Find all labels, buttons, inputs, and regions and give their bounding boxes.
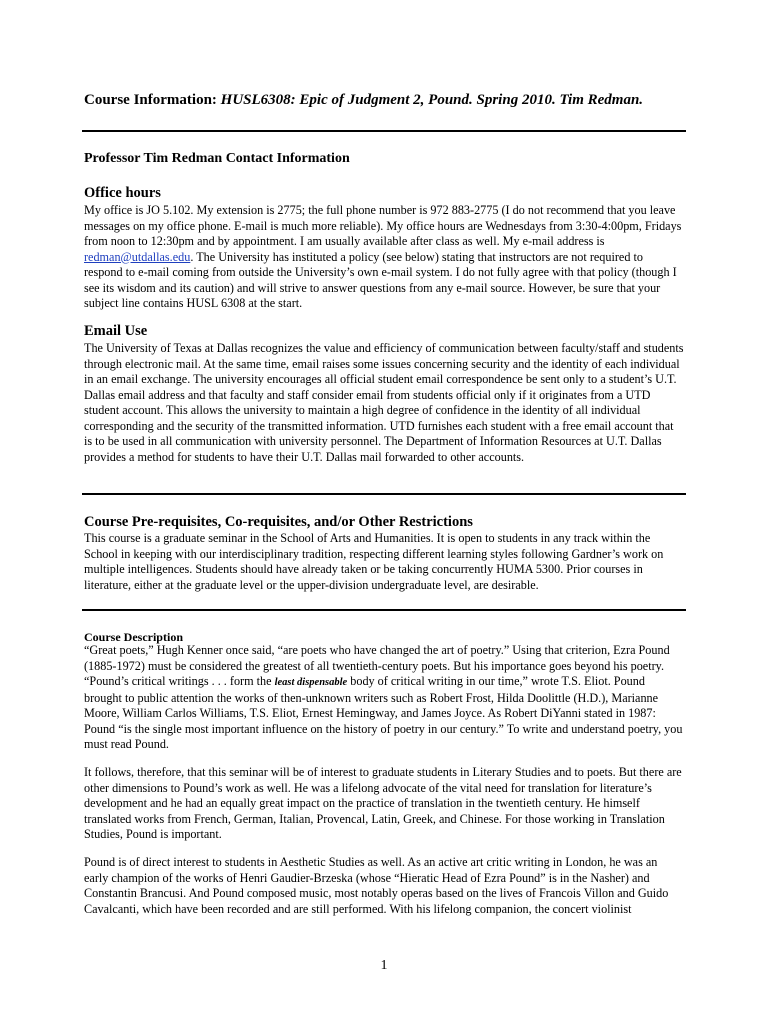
least-dispensable-emphasis: least dispensable [274,677,348,688]
email-use-heading: Email Use [84,323,148,339]
page-number: 1 [380,958,388,973]
course-description-paragraph-2: It follows, therefore, that this seminar will be of interest to graduate students in Literary Studies and to poets. But there are other dimensions to Pound’s work as well. He was a lifelong advocate of the vital need for translation for literature’s development and he had an equally great impact on the practice of translation in the twentieth century. He himself translated works from French, German, Italian, Provencal, Latin, Greek, and Chinese. For those working in Translation Studies, Pound is important. [84,765,682,841]
office-hours-text [84,203,684,312]
office-hours-text-start: My office is JO 5.102. My extension is 2775; the full phone number is 972 883-2775 (I do not recommend that you leave messages on my office phone. E-mail is much more reliable). My office hours are Wednesdays from 3:30-4:00pm, Fridays from noon to 12:30pm and by appointment. I am usually available after class as well. My e-mail address is [84,203,682,248]
contact-heading: Professor Tim Redman Contact Information [84,151,350,166]
divider [82,609,686,611]
email-link[interactable]: redman@utdallas.edu [84,249,191,264]
course-description-paragraph-3: Pound is of direct interest to students in Aesthetic Studies as well. As an active art critic writing in London, he was an early champion of the works of Henri Gaudier-Brzeska (whose “Hieratic Head of Ezra Pound” is in the Nasher) and Constantin Brancusi. And Pound composed music, most notably operas based on the lives of Francois Villon and Guido Cavalcanti, which have been recorded and are still performed. With his lifelong companion, the concert violinist [84,855,669,916]
divider [82,493,686,495]
description-text-start: “Great poets,” Hugh Kenner once said, “are poets who have changed the art of poetry.” Using that criterion, Ezra Pound (1885-1972) must be considered the greatest of all twentieth-century poets. But his importance goes beyond his poetry. “Pound’s critical writings . . . form the [84,643,670,688]
office-hours-text-end: . The University has instituted a policy (see below) stating that instructors are not required to respond to e-mail coming from outside the University’s own e-mail system. I do not fully agree with that policy (though I see its wisdom and its caution) and will strive to answer questions from any e-mail source. However, be sure that your subject line contains HUSL 6308 at the start. [84,249,677,310]
course-title-name: HUSL6308: Epic of Judgment 2, Pound. Spring 2010. Tim Redman. [220,92,644,108]
office-hours-heading: Office hours [84,185,161,201]
prereqs-text: This course is a graduate seminar in the School of Arts and Humanities. It is open to students in any track within the School in keeping with our interdisciplinary tradition, respecting different learning styles following Gardner’s work on multiple intelligences. Students should have already taken or be taking concurrently HUMA 5300. Prior courses in literature, either at the graduate level or the upper-division undergraduate level, are desirable. [84,531,664,592]
prereqs-heading: Course Pre-requisites, Co-requisites, and/or Other Restrictions [84,514,473,530]
email-use-text: The University of Texas at Dallas recognizes the value and efficiency of communication between faculty/staff and students through electronic mail. At the same time, email raises some issues concerning security and the identity of each individual in an email exchange. The university encourages all official student email correspondence be sent only to a student’s U.T. Dallas email address and that faculty and staff consider email from students official only if it originates from a UTD student account. This allows the university to maintain a high degree of confidence in the identity of all individual corresponding and the security of the transmitted information. UTD furnishes each student with a free email account that is to be used in all communication with university personnel. The Department of Information Resources at U.T. Dallas provides a method for students to have their U.T. Dallas mail forwarded to other accounts. [84,341,684,464]
course-title [84,92,684,109]
course-title-label: Course Information: [84,92,217,108]
description-text-end: body of critical writing in our time,” wrote T.S. Eliot. Pound brought to public attention the works of then-unknown writers such as Robert Frost, Hilda Doolittle (H.D.), Marianne Moore, William Carlos Williams, T.S. Eliot, Ernest Hemingway, and James Joyce. As Robert DiYanni stated in 1987: Pound “is the single most important influence on the history of poetry in our century.” To write and understand poetry, you must read Pound. [84,674,683,751]
course-description-paragraph-1 [84,643,684,753]
divider [82,130,686,132]
course-description-heading: Course Description [84,630,183,644]
